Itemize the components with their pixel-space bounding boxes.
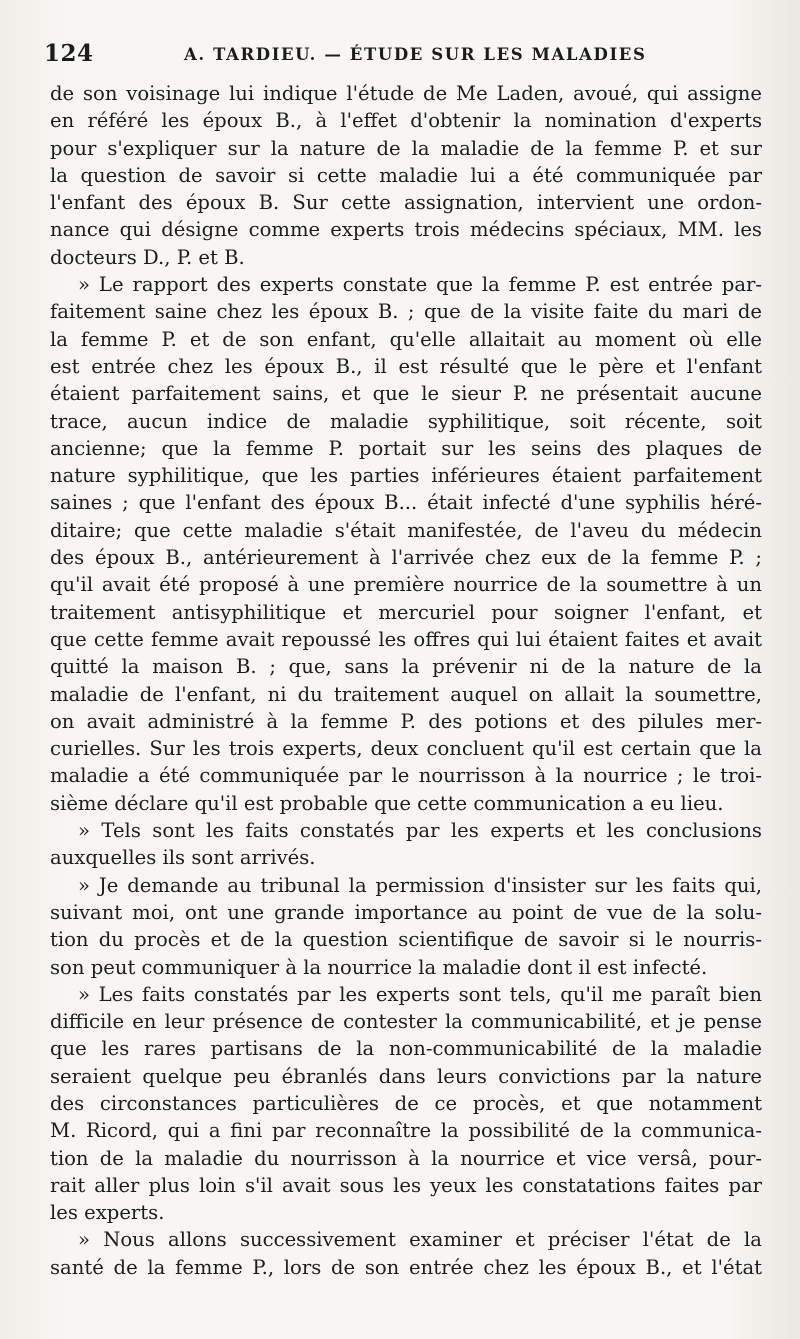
text-line: maladie de l'enfant, ni du traitement auquel on allait la soumettre,: [50, 682, 762, 706]
text-line: faitement saine chez les époux B. ; que de la visite faite du mari de: [50, 300, 762, 324]
text-line: qu'il avait été proposé à une première nourrice de la soumettre à un: [50, 573, 762, 597]
text-line: » Le rapport des experts constate que la femme P. est entrée par-: [78, 273, 762, 297]
text-line: trace, aucun indice de maladie syphilitique, soit récente, soit: [50, 409, 762, 433]
text-line: tion du procès et de la question scientifique de savoir si le nourris-: [50, 928, 762, 952]
text-line: que les rares partisans de la non-communicabilité de la maladie: [50, 1037, 762, 1061]
text-line: » Tels sont les faits constatés par les experts et les conclusions: [78, 819, 762, 843]
text-line: difficile en leur présence de contester la communicabilité, et je pense: [50, 1010, 762, 1034]
text-line: la femme P. et de son enfant, qu'elle allaitait au moment où elle: [50, 327, 762, 351]
text-line: en référé les époux B., à l'effet d'obtenir la nomination d'experts: [50, 109, 762, 133]
text-line: les experts.: [50, 1201, 165, 1225]
text-line: l'enfant des époux B. Sur cette assignation, intervient une ordon-: [50, 191, 762, 215]
text-line: auxquelles ils sont arrivés.: [50, 846, 316, 870]
text-line: » Je demande au tribunal la permission d'insister sur les faits qui,: [78, 873, 762, 897]
text-line: rait aller plus loin s'il avait sous les yeux les constatations faites par: [50, 1173, 762, 1197]
text-line: ancienne; que la femme P. portait sur les seins des plaques de: [50, 436, 762, 460]
page-header: [44, 40, 760, 72]
text-line: la question de savoir si cette maladie lui a été communiquée par: [50, 163, 762, 187]
text-line: tion de la maladie du nourrisson à la nourrice et vice versâ, pour-: [50, 1146, 762, 1170]
text-line: seraient quelque peu ébranlés dans leurs convictions par la nature: [50, 1064, 762, 1088]
text-line: sième déclare qu'il est probable que cette communication a eu lieu.: [50, 791, 724, 815]
text-line: est entrée chez les époux B., il est résulté que le père et l'enfant: [50, 354, 762, 378]
text-line: on avait administré à la femme P. des potions et des pilules mer-: [50, 709, 762, 733]
body-text: [50, 80, 762, 1281]
text-line: M. Ricord, qui a fini par reconnaître la possibilité de la communica-: [50, 1119, 762, 1143]
running-head: A. TARDIEU. — ÉTUDE SUR LES MALADIES: [184, 45, 647, 64]
text-line: des époux B., antérieurement à l'arrivée chez eux de la femme P. ;: [50, 546, 762, 570]
text-line: nance qui désigne comme experts trois médecins spéciaux, MM. les: [50, 218, 762, 242]
text-line: traitement antisyphilitique et mercuriel pour soigner l'enfant, et: [50, 600, 762, 624]
text-line: étaient parfaitement sains, et que le sieur P. ne présentait aucune: [50, 382, 762, 406]
text-line: suivant moi, ont une grande importance au point de vue de la solu-: [50, 900, 762, 924]
text-line: » Nous allons successivement examiner et préciser l'état de la: [78, 1228, 762, 1252]
text-line: curielles. Sur les trois experts, deux concluent qu'il est certain que la: [50, 737, 762, 761]
page-number: 124: [44, 40, 94, 67]
text-line: » Les faits constatés par les experts sont tels, qu'il me paraît bien: [78, 982, 762, 1006]
text-line: ditaire; que cette maladie s'était manifestée, de l'aveu du médecin: [50, 518, 762, 542]
text-line: maladie a été communiquée par le nourrisson à la nourrice ; le troi-: [50, 764, 762, 788]
text-line: quitté la maison B. ; que, sans la prévenir ni de la nature de la: [50, 655, 762, 679]
text-line: de son voisinage lui indique l'étude de Me Laden, avoué, qui assigne: [50, 82, 762, 105]
text-line: docteurs D., P. et B.: [50, 245, 245, 269]
text-line: saines ; que l'enfant des époux B... était infecté d'une syphilis héré-: [50, 491, 762, 515]
text-line: nature syphilitique, que les parties inférieures étaient parfaitement: [50, 464, 762, 488]
text-line: que cette femme avait repoussé les offres qui lui étaient faites et avait: [50, 627, 762, 651]
text-line: pour s'expliquer sur la nature de la maladie de la femme P. et sur: [50, 136, 762, 160]
text-line: des circonstances particulières de ce procès, et que notamment: [50, 1091, 762, 1115]
text-line: son peut communiquer à la nourrice la maladie dont il est infecté.: [50, 955, 708, 979]
text-line: santé de la femme P., lors de son entrée chez les époux B., et l'état: [50, 1255, 762, 1279]
